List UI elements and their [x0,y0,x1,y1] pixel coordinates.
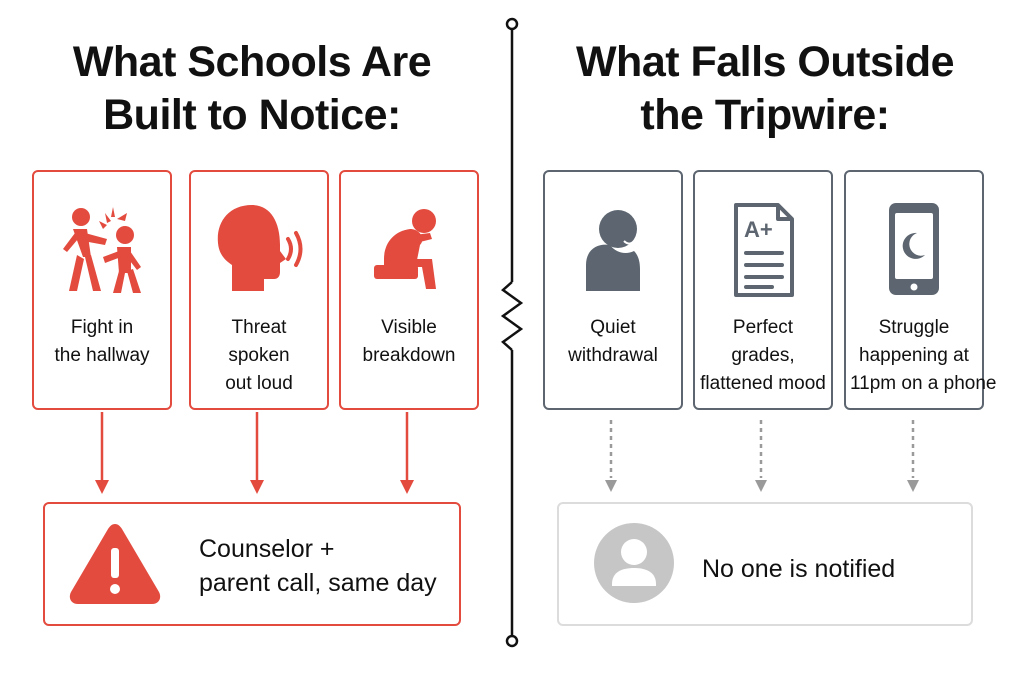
red-arrow [92,412,112,496]
outcome-text [702,552,895,586]
dotted-gray-arrow [903,412,923,496]
user-avatar-icon [591,520,677,606]
card-label-line: Perfect [732,317,794,338]
phone-moon-icon [846,194,982,304]
card-label-line: spoken [228,345,290,366]
card-label-line: out loud [225,373,293,394]
outcome-counselor-call [43,502,461,626]
card-label [345,314,473,370]
dotted-gray-arrow [601,412,621,496]
card-perfect-grades [693,170,833,410]
dotted-gray-arrow [751,412,771,496]
card-label-line: flattened mood [700,373,826,394]
card-fight-in-hallway [32,170,172,410]
left-heading-line: Built to Notice: [103,91,401,139]
outcome-no-one-notified [557,502,973,626]
distressed-person-icon [341,194,477,304]
outcome-text [199,532,437,600]
withdrawn-person-icon [545,194,681,304]
red-arrow [397,412,417,496]
card-label-line: happening at [859,345,969,366]
card-label-line: Fight in [70,317,134,338]
center-divider [492,0,532,683]
outcome-text-line: parent call, same day [199,569,437,597]
card-late-night-phone [844,170,997,410]
card-label-line: Threat [231,317,287,338]
outcome-text-line: No one is notified [702,555,896,583]
card-label [850,314,997,398]
card-quiet-withdrawal [543,170,683,410]
card-threat-spoken [189,170,329,410]
outcome-text-line: Counselor + [199,535,335,563]
right-heading-line: What Falls Outside [575,38,955,86]
card-label-line: 11pm on a phone [850,373,997,394]
speaking-head-icon [191,194,327,304]
left-heading [32,36,472,142]
right-heading [545,36,985,142]
card-label [38,314,166,370]
card-label-line: Quiet [590,317,636,338]
card-label-line: the hallway [54,345,150,366]
warning-icon [67,520,163,606]
right-heading-line: the Tripwire: [640,91,890,139]
card-visible-breakdown [339,170,479,410]
left-heading-line: What Schools Are [72,38,432,86]
card-label-line: withdrawal [568,345,658,366]
card-label [549,314,677,370]
card-label [195,314,323,398]
card-label-line: Struggle [878,317,950,338]
fighting-people-icon [34,194,170,304]
card-label-line: Visible [381,317,437,338]
red-arrow [247,412,267,496]
card-label [699,314,827,398]
grade-mark: A+ [744,217,773,242]
card-label-line: breakdown [362,345,456,366]
card-label-line: grades, [731,345,795,366]
graded-paper-icon [695,194,831,304]
